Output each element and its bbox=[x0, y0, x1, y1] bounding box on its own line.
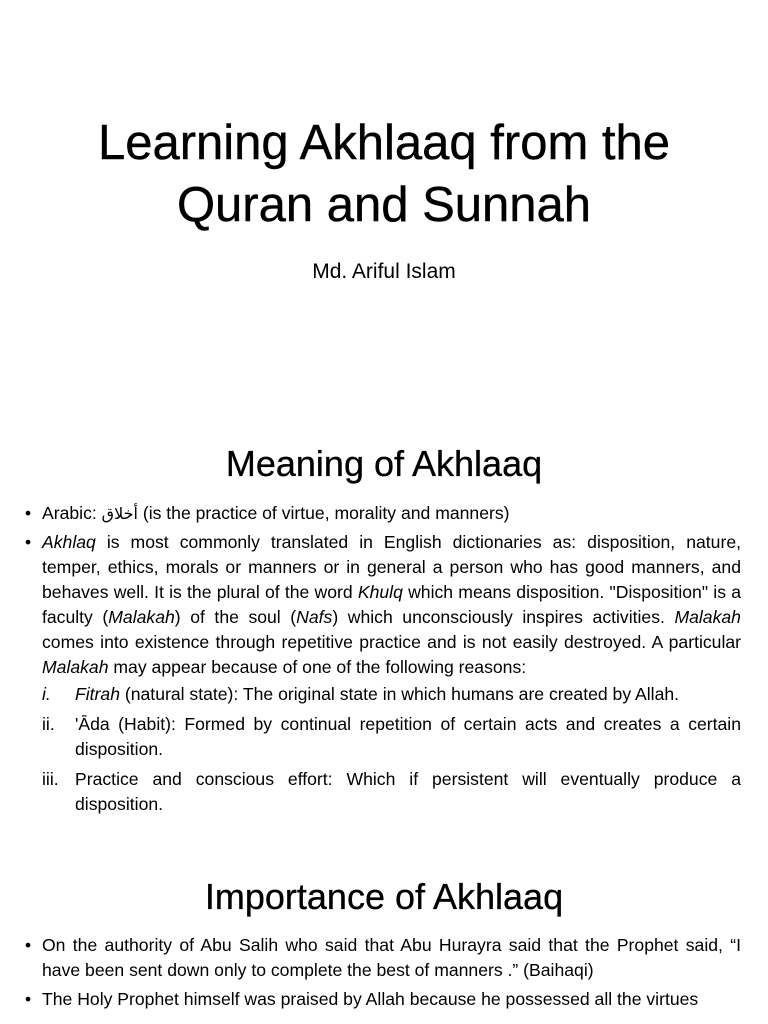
title-line-1: Learning Akhlaaq from the bbox=[97, 116, 671, 170]
praise-text: The Holy Prophet himself was praised by Allah because he possessed all the virtues bbox=[42, 989, 699, 1009]
reason-item bbox=[42, 712, 741, 762]
author-name: Md. Ariful Islam bbox=[312, 260, 456, 283]
reason-text: (natural state): The original state in which humans are created by Allah. bbox=[119, 684, 680, 704]
term-akhlaq: Akhlaq bbox=[42, 532, 96, 552]
arabic-description: (is the practice of virtue, morality and manners) bbox=[137, 503, 510, 523]
arabic-label: Arabic: bbox=[42, 503, 102, 523]
presentation-title bbox=[0, 112, 768, 236]
term-khulq: Khulq bbox=[357, 582, 403, 602]
meaning-heading: Meaning of Akhlaaq bbox=[225, 443, 543, 484]
definition-text: may appear because of one of the following reasons: bbox=[108, 657, 527, 677]
definition-text: comes into existence through repetitive practice and is not easily destroyed. A particular bbox=[42, 632, 741, 652]
prophet-praise-bullet bbox=[25, 987, 741, 1012]
reason-text: Practice and conscious effort: Which if persistent will eventually produce a disposition. bbox=[75, 769, 741, 814]
importance-heading: Importance of Akhlaaq bbox=[204, 876, 564, 917]
reason-text: 'Āda (Habit): Formed by continual repetition of certain acts and creates a certain disposition. bbox=[75, 714, 741, 759]
reason-number: iii. bbox=[42, 769, 59, 789]
definition-text: ) which unconsciously inspires activities. bbox=[332, 607, 675, 627]
meaning-bullet-list bbox=[25, 501, 741, 822]
reason-item bbox=[42, 682, 741, 707]
definition-text: ) of the soul ( bbox=[174, 607, 297, 627]
term-malakah: Malakah bbox=[108, 607, 175, 627]
reason-item bbox=[42, 767, 741, 817]
arabic-word: أخلاق bbox=[101, 504, 138, 523]
bullet-point: • bbox=[25, 532, 32, 552]
hadith-bullet bbox=[25, 933, 741, 983]
definition-text: is most commonly translated in English dictionaries as: disposition, nature, temper, ethics, morals or manners or in general a person who has good manners, and behaves well. It is the plural of the word bbox=[42, 532, 741, 602]
reasons-list bbox=[42, 682, 741, 817]
title-slide bbox=[0, 0, 768, 410]
bullet-point: • bbox=[25, 935, 32, 955]
bullet-point: • bbox=[25, 503, 32, 523]
hadith-text: On the authority of Abu Salih who said that Abu Hurayra said that the Prophet said, “I have been sent down only to complete the best of manners .” (Baihaqi) bbox=[42, 935, 741, 980]
title-line-2: Quran and Sunnah bbox=[176, 178, 592, 232]
arabic-bullet bbox=[25, 501, 741, 526]
importance-bullet-list bbox=[25, 933, 741, 1012]
reason-number: ii. bbox=[42, 714, 55, 734]
term-fitrah: Fitrah bbox=[75, 684, 120, 704]
definition-text: which means disposition. "Disposition" is a faculty ( bbox=[42, 582, 741, 627]
term-malakah: Malakah bbox=[674, 607, 741, 627]
reason-number: i. bbox=[42, 684, 51, 704]
term-malakah: Malakah bbox=[42, 657, 109, 677]
akhlaq-definition-bullet bbox=[25, 530, 741, 817]
bullet-point: • bbox=[25, 989, 32, 1009]
term-nafs: Nafs bbox=[296, 607, 333, 627]
